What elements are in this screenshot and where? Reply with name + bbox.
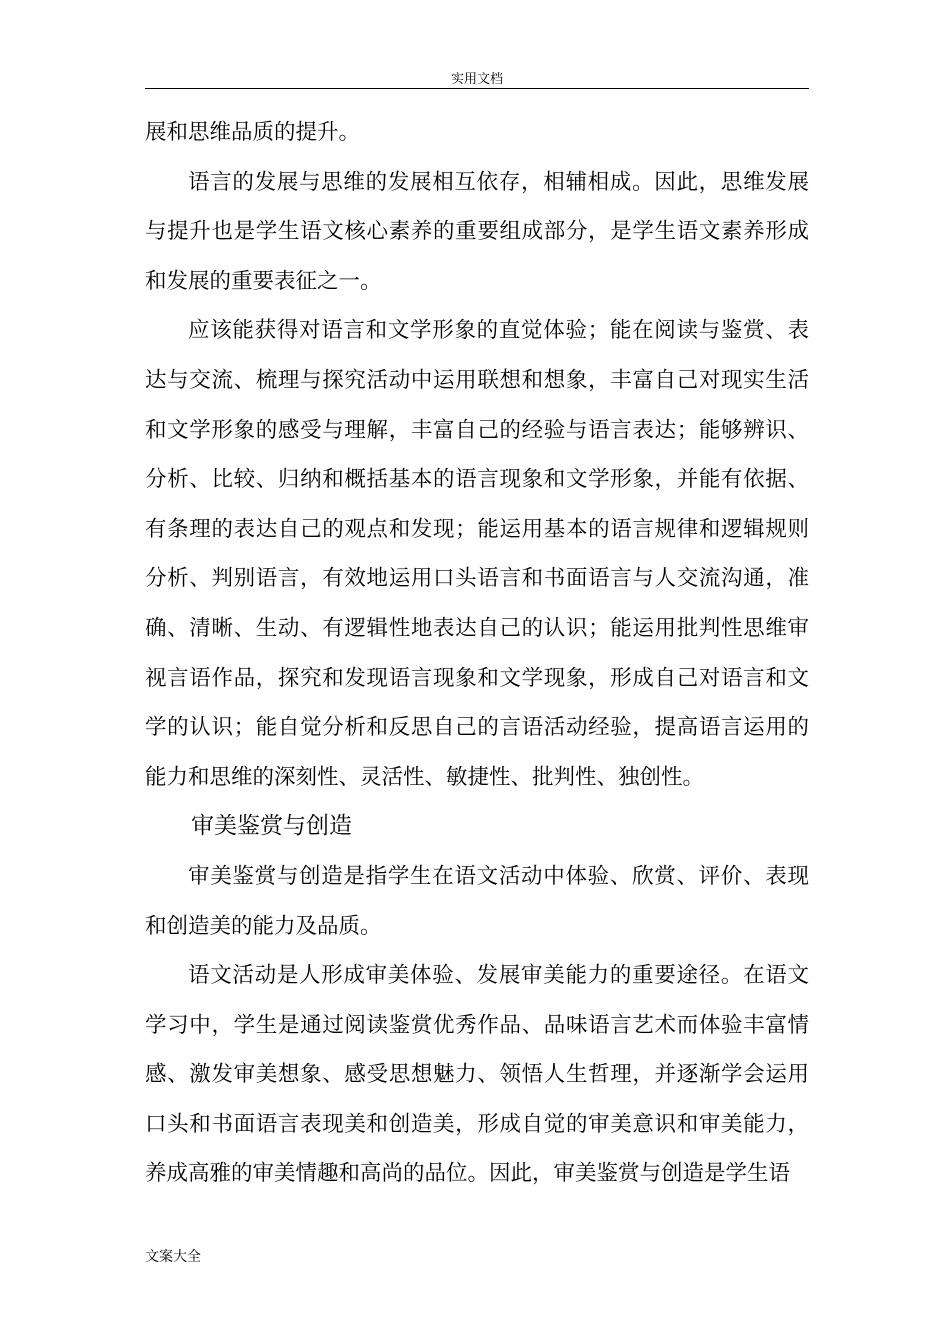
paragraph-aesthetic-definition: 审美鉴赏与创造是指学生在语文活动中体验、欣赏、评价、表现和创造美的能力及品质。: [145, 863, 809, 939]
paragraph-continuation: 展和思维品质的提升。: [145, 120, 361, 145]
page-footer: 文案大全: [145, 1249, 201, 1265]
section-heading: 审美鉴赏与创造: [191, 813, 352, 840]
paragraph-aesthetic-activity: 语文活动是人形成审美体验、发展审美能力的重要途径。在语文学习中，学生是通过阅读鉴赏优秀作品、品味语言艺术而体验丰富情感、激发审美想象、感受思想魅力、领悟人生哲理，并逐渐学会运用口头和书面语言表现美和创造美，形成自觉的审美意识和审美能力，养成高雅的审美情趣和高尚的品位。因此，审美鉴赏与创造是学生语: [145, 963, 809, 1187]
header-divider: [145, 88, 809, 89]
page-header: 实用文档: [450, 72, 503, 87]
document-body: [145, 108, 809, 1199]
paragraph-language-thinking: 语言的发展与思维的发展相互依存，相辅相成。因此，思维发展与提升也是学生语文核心素养的重要组成部分，是学生语文素养形成和发展的重要表征之一。: [145, 169, 809, 294]
paragraph-abilities: 应该能获得对语言和文学形象的直觉体验；能在阅读与鉴赏、表达与交流、梳理与探究活动中运用联想和想象，丰富自己对现实生活和文学形象的感受与理解，丰富自己的经验与语言表达；能够辨识、分析、比较、归纳和概括基本的语言现象和文学形象，并能有依据、有条理的表达自己的观点和发现；能运用基本的语言规律和逻辑规则分析、判别语言，有效地运用口头语言和书面语言与人交流沟通，准确、清晰、生动、有逻辑性地表达自己的认识；能运用批判性思维审视言语作品，探究和发现语言现象和文学现象，形成自己对语言和文学的认识；能自觉分析和反思自己的言语活动经验，提高语言运用的能力和思维的深刻性、灵活性、敏捷性、批判性、独创性。: [145, 318, 809, 790]
